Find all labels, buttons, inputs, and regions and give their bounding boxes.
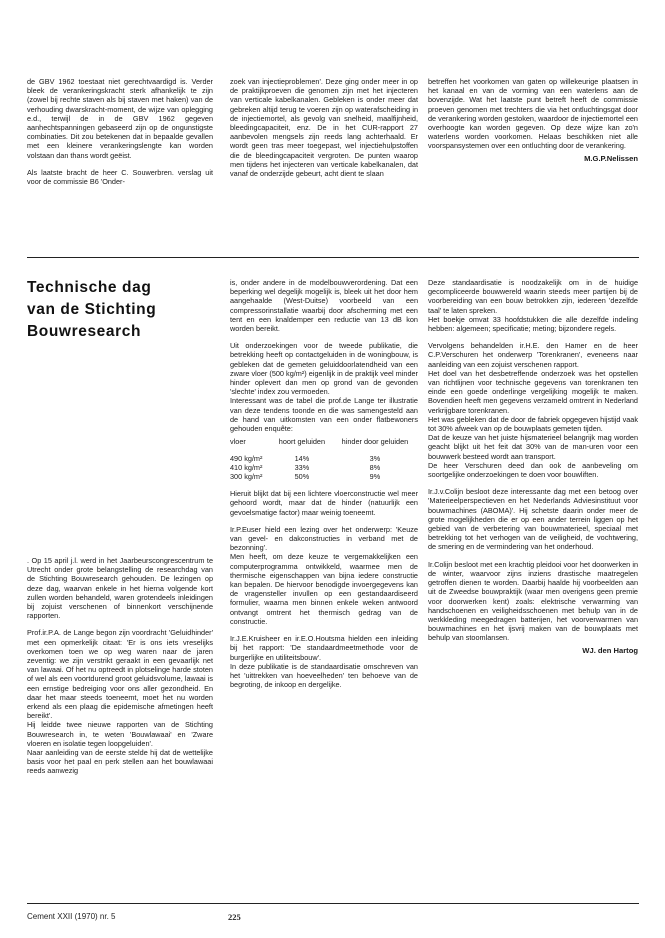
paragraph: Ir.Colijn besloot met een krachtig pleidooi voor het doorwerken in de winter, waarvoor zijns inziens drastische maatregelen getroffen dienen te worden. Daarbij haalde hij voorbeelden aan uit de Zweedse bouwpraktijk (waar men overigens geen premie voor doorwerken kent) zoals: elektrische verwarming van handschoenen en veiligheidsschoenen met behulp van in de werkkleding meegedragen batterijen, het voorverwarmen van bouwmachines en het ijsvrij maken van de bouwplaats met behulp van stoomlansen. [428, 559, 638, 643]
footer-divider [27, 903, 639, 904]
table-header-row [230, 437, 418, 446]
paragraph: Het was gebleken dat de door de fabriek opgegeven hijstijd vaak tot 30% afweek van op de bouwplaats gemeten tijden. [428, 414, 638, 434]
paragraph: De heer Verschuren deed dan ook de aanbeveling om soortgelijke onderzoekingen te doen voor bouwliften. [428, 460, 638, 480]
title-line: Technische dag [27, 279, 152, 296]
main-article-column-2 [230, 278, 418, 689]
table-cell: 14% [294, 454, 310, 464]
page-number: 225 [228, 912, 241, 922]
paragraph: Vervolgens behandelden ir.H.E. den Hamer en de heer C.P.Verschuren het onderwerp 'Torenkranen', eveneens naar aanleiding van een zojuist verschenen rapport. [428, 341, 638, 369]
paragraph: is, onder andere in de modelbouwverordening. Dat een beperking wel degelijk mogelijk is, bleek uit het door hem aangehaalde (West-Duitse) voorbeeld van een compressorinstallatie waarbij door afscherming met een tent en een knaldemper een reductie van 13 dB kon worden bereikt. [230, 278, 418, 334]
author-signature: WJ. den Hartog [582, 645, 638, 655]
table-header: hoort geluiden [278, 437, 326, 447]
table-row [230, 472, 418, 481]
table-header: hinder door geluiden [341, 437, 409, 447]
table-cell: 50% [294, 472, 310, 482]
survey-table [230, 437, 418, 481]
title-line: van de Stichting [27, 301, 157, 318]
table-cell: 3% [369, 454, 381, 464]
paragraph: betreffen het voorkomen van gaten op willekeurige plaatsen in het kanaal en van de vorming van een waterlens aan de bovenzijde. Wat het laatste punt betreft heeft de commissie proeven genomen met trechters die via het ontluchtingsgat door de verankering worden gestoken, waardoor de injectiemortel een overhoogte kan worden gegeven. Op deze wijze kan zo'n waterlens worden voorkomen. Helaas beschikken niet alle voorspansystemen over een ontluchting door de verankering. [428, 77, 638, 151]
top-article-column-2 [230, 77, 418, 178]
paragraph: Interessant was de tabel die prof.de Lange ter illustratie van deze tendens toonde en die was samengesteld aan de hand van uitkomsten van een onder flatbewoners gehouden enquête: [230, 396, 418, 434]
table-cell: 300 kg/m² [230, 472, 263, 482]
paragraph: Men heeft, om deze keuze te vergemakkelijken een computerprogramma ontwikkeld, waarmee men de thermische eigenschappen van bijna iedere constructie kan bepalen. De hiervoor benodigde invoergegevens kan de vragensteller invullen op een gestandaardiseerd formulier, waarna men binnen enkele weken antwoord ontvangt omtrent het thermisch gedrag van de constructie. [230, 552, 418, 626]
paragraph: Ir.J.v.Colijn besloot deze interessante dag met een betoog over 'Materieelperspectieven en het Nederlands Adviesinstituut voor bouwmachines (ABOMA)'. Hij schetste daarin onder meer de grote mogelijkheden die er op een ander terrein liggen op het gebied van de verbetering van bouwmaterieel, speciaal met betrekking tot het verhogen van de veiligheid, de vochtwering, de smering en de vermindering van het onderhoud. [428, 487, 638, 552]
paragraph: Ir.P.Euser hield een lezing over het onderwerp: 'Keuze van gevel- en dakconstructies in verband met de bezonning'. [230, 524, 418, 553]
top-article-column-3 [428, 77, 638, 163]
paragraph: Dat de keuze van het juiste hijsmaterieel belangrijk mag worden geacht blijkt uit het feit dat 30% van de man-uren voor een bouwwerk besteed wordt aan transport. [428, 433, 638, 461]
paragraph: Uit onderzoekingen voor de tweede publikatie, die betrekking heeft op contactgeluiden in de woningbouw, is gebleken dat de gemeten geluiddoorlatendheid van een zware vloer (500 kg/m²) eigenlijk in de praktijk veel minder hinder oplevert dan men op grond van de gevonden 'slechte' index zou vermoeden. [230, 341, 418, 397]
top-article-column-1 [27, 77, 213, 186]
paragraph: Het doel van het desbetreffende onderzoek was het opstellen van richtlijnen voor technische gegevens van torenkranen ten einde een goede onderlinge vergelijking mogelijk te maken. Bovendien heeft men gegevens verzameld omtrent in Nederland verkrijgbare torenkranen. [428, 368, 638, 415]
paragraph: . Op 15 april j.l. werd in het Jaarbeurscongrescentrum te Utrecht onder grote belangstelling de researchdag van de Stichting Bouwresearch gehouden. De lezingen op deze dag, waarvan enkele in het hierna volgende kort zullen worden behandeld, waren grotendeels inleidingen bij zojuist verschenen of binnenkort verschijnende rapporten. [27, 556, 213, 621]
paragraph: de GBV 1962 toestaat niet gerechtvaardigd is. Verder bleek de verankeringskracht sterk afhankelijk te zijn (zowel bij rechte staven als bij staven met haken) van de verhouding dwarskracht-moment, de wijze van oplegging e.d., terwijl de in de GBV 1962 gegeven aanhechtspanningen gebaseerd zijn op de ongunstigste combinaties. Dit zou betekenen dat in bepaalde gevallen met een kleinere verankeringslengte kan worden volstaan dan thans wordt geëist. [27, 77, 213, 160]
paragraph: Naar aanleiding van de eerste stelde hij dat de wettelijke basis voor het paal en perk stellen aan het bouwlawaai reeds aanwezig [27, 748, 213, 776]
table-row [230, 454, 418, 463]
main-article-column-1 [27, 556, 213, 776]
section-divider [27, 257, 639, 258]
paragraph: Hij leidde twee nieuwe rapporten van de Stichting Bouwresearch in, te weten 'Bouwlawaai' en 'Zware vloeren en isolatie tegen loopgeluiden'. [27, 720, 213, 748]
paragraph: In deze publikatie is de standaardisatie omschreven van het 'uittrekken van hoeveelheden' ten behoeve van de begroting, de inkoop en dergelijke. [230, 661, 418, 690]
table-row [230, 463, 418, 472]
main-article-column-3 [428, 278, 638, 655]
journal-issue-label: Cement XXII (1970) nr. 5 [27, 912, 116, 921]
title-line: Bouwresearch [27, 323, 142, 340]
paragraph: Als laatste bracht de heer C. Souwerbren. verslag uit voor de commissie B6 'Onder- [27, 167, 213, 187]
paragraph: Prof.ir.P.A. de Lange begon zijn voordracht 'Geluidhinder' met een opmerkelijk citaat: 'Er is ons iets vreselijks overkomen toen we op weg waren naar de jaren zeventig: we zijn verstrikt geraakt in een gevaarlijk net van lawaai. Of het nu optreedt in plotselinge harde stoten of wel als een voortdurend groot geluidsvolume, lawaai is een ernstige bedreiging voor ons aller gezondheid. En daar het maar steeds toeneemt, moet het nu worden erkend als een plaag die epidemische afmetingen heeft bereikt'. [27, 628, 213, 721]
paragraph: Het boekje omvat 33 hoofdstukken die alle dezelfde indeling hebben: algemeen; specificatie; meting; bijzondere regels. [428, 314, 638, 334]
article-title [27, 277, 212, 343]
table-cell: 410 kg/m² [230, 463, 263, 473]
table-cell: 33% [294, 463, 310, 473]
paragraph: Deze standaardisatie is noodzakelijk om in de huidige gecompliceerde bouwwereld waarin steeds meer partijen bij de voorbereiding van een bouw betrokken zijn, iedereen 'dezelfde taal' te laten spreken. [428, 278, 638, 315]
table-cell: 9% [369, 472, 381, 482]
paragraph: Ir.J.E.Kruisheer en ir.E.O.Houtsma hielden een inleiding bij het rapport: 'De standaardmeetmethode voor de burgerlijke en utiliteitsbouw'. [230, 634, 418, 662]
paragraph: zoek van injectieproblemen'. Deze ging onder meer in op de praktijkproeven die genomen zijn met het injecteren van verticale kabelkanalen. Gebleken is onder meer dat gebreken altijd terug te voeren zijn op waterafscheiding in de injectiemortel, als gevolg van snelheid, maalfijnheid, bleedingcapaciteit, enz. De in het CUR-rapport 27 aanbevolen mengsels zijn reeds lang achterhaald. Er wordt geen tras meer toegepast, wel injectiehulpstoffen die de bleedingcapaciteit vergroten. De punten waarop men tijdens het injecteren van verticale kabelkanalen, dat vanaf de onderzijde gebeurt, acht dient te slaan [230, 77, 418, 179]
table-header: vloer [230, 437, 246, 447]
author-signature: M.G.P.Nelissen [584, 153, 638, 163]
table-cell: 490 kg/m² [230, 454, 263, 464]
table-cell: 8% [369, 463, 381, 473]
paragraph: Hieruit blijkt dat bij een lichtere vloerconstructie wel meer gehoord wordt, maar dat de hinder (natuurlijk een gevoelsmatige factor) maar weinig toeneemt. [230, 489, 418, 517]
